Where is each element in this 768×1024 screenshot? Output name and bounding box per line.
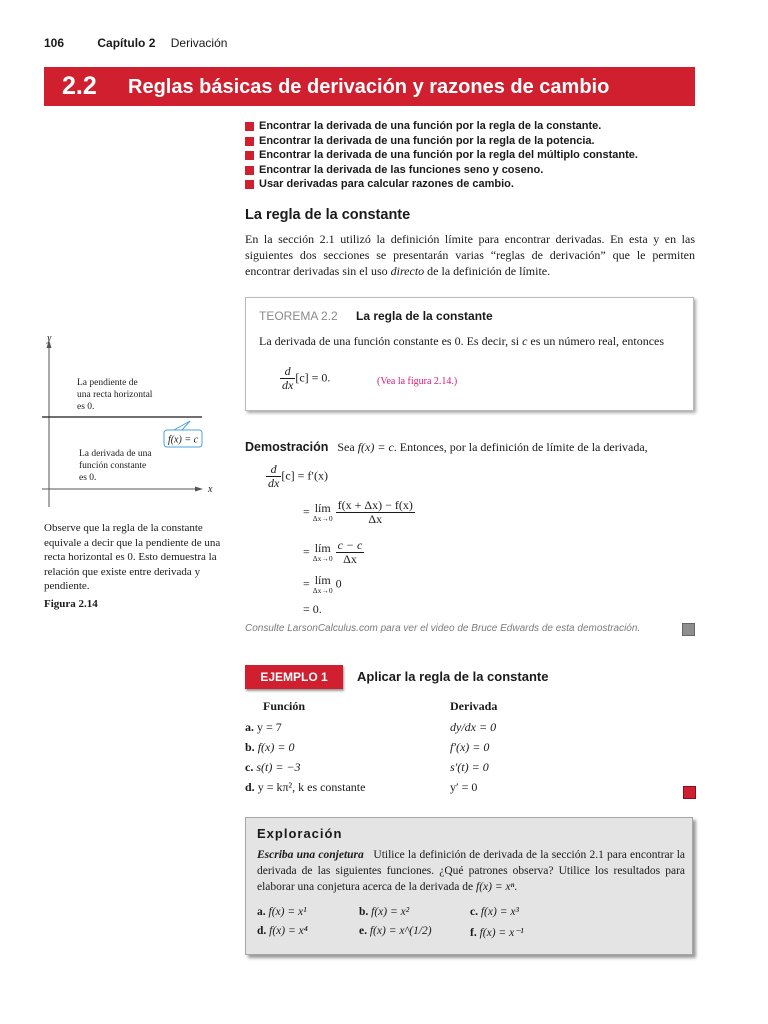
table-row: a. y = 7 xyxy=(245,720,282,734)
exploration-title: Exploración xyxy=(257,826,343,841)
bullet-square-icon xyxy=(245,122,254,131)
derivative-label-line: La derivada de una xyxy=(79,449,152,459)
objective-item: Encontrar la derivada de una función por la regla de la potencia. xyxy=(245,134,705,149)
section-title: Reglas básicas de derivación y razones de cambio xyxy=(128,76,610,98)
proof-step-3: = lím Δx→0 $\frac{c - c}{\Delta x}$ xyxy=(303,538,363,566)
theorem-label: TEOREMA 2.2 xyxy=(259,309,338,323)
derivative-label-line: función constante xyxy=(79,461,147,471)
figure-reference: (Vea la figura 2.14.) xyxy=(377,376,458,387)
figure-label: Figura 2.14 xyxy=(44,598,98,610)
slope-label-line: La pendiente de xyxy=(77,378,138,388)
x-axis-label: x xyxy=(208,484,213,495)
section-number: 2.2 xyxy=(62,72,97,100)
table-row: d. y = kπ², k es constante xyxy=(245,780,366,794)
proof-intro: Demostración Sea f(x) = c. Entonces, por la definición de límite de la derivada, xyxy=(245,440,648,454)
exploration-box xyxy=(245,817,693,955)
objectives-list xyxy=(245,119,705,192)
chapter-label: Capítulo 2 xyxy=(97,36,156,50)
objective-item: Encontrar la derivada de una función por la regla del múltiplo constante. xyxy=(245,148,705,163)
example-tag: EJEMPLO 1 xyxy=(245,665,343,689)
objective-item: Usar derivadas para calcular razones de cambio. xyxy=(245,177,705,192)
consulte-link[interactable]: Consulte LarsonCalculus.com para ver el video de Bruce Edwards de esta demostración. xyxy=(245,623,641,634)
proof-step-4: = lím Δx→0 0 xyxy=(303,573,342,595)
chapter-title: Derivación xyxy=(170,36,228,50)
exploration-item: d. f(x) = x⁴ xyxy=(257,925,308,937)
exploration-text: Escriba una conjetura Utilice la definición de derivada de la sección 2.1 para encontrar la derivada de las siguientes funciones. ¿Qué patrones observa? Utilice los resultados para elaborar una conjetura acerca de la derivada de f(x) = xⁿ. xyxy=(257,849,685,893)
table-row: b. f(x) = 0 xyxy=(245,740,295,754)
derivative-cell: f′(x) = 0 xyxy=(450,740,490,754)
objective-item: Encontrar la derivada de una función por la regla de la constante. xyxy=(245,119,705,134)
proof-label: Demostración xyxy=(245,440,329,454)
y-axis-label: y xyxy=(47,333,52,344)
theorem-box xyxy=(245,297,694,411)
bullet-square-icon xyxy=(245,151,254,160)
derivative-label-line: es 0. xyxy=(79,473,97,483)
section-banner xyxy=(44,67,695,106)
col-header-derivative: Derivada xyxy=(450,699,498,713)
exploration-item: c. f(x) = x³ xyxy=(470,906,519,918)
theorem-name: La regla de la constante xyxy=(356,309,493,323)
proof-step-1: $\frac{d}{dx}$ [c] = f′(x) xyxy=(268,462,329,490)
slope-label-line: una recta horizontal xyxy=(77,390,153,400)
bullet-square-icon xyxy=(245,180,254,189)
objective-item: Encontrar la derivada de las funciones seno y coseno. xyxy=(245,163,705,178)
figure-graph xyxy=(38,330,238,515)
col-header-function: Función xyxy=(263,699,306,713)
theorem-formula: $\frac{d}{dx}$ [c] = 0. xyxy=(282,364,331,392)
page-number: 106 xyxy=(44,36,65,50)
constant-rule-heading: La regla de la constante xyxy=(245,207,411,223)
derivative-cell: s′(t) = 0 xyxy=(450,760,489,774)
table-row: c. s(t) = −3 xyxy=(245,760,301,774)
end-example-square-icon xyxy=(683,786,696,799)
exploration-item: f. f(x) = x⁻¹ xyxy=(470,927,524,939)
running-header xyxy=(44,36,227,50)
bullet-square-icon xyxy=(245,137,254,146)
exploration-item: e. f(x) = x^(1/2) xyxy=(359,925,432,937)
x-axis-arrow-icon xyxy=(195,487,203,492)
example-title: Aplicar la regla de la constante xyxy=(357,669,549,684)
derivative-cell: y′ = 0 xyxy=(450,780,478,794)
slope-label-line: es 0. xyxy=(77,402,95,412)
callout-label: f(x) = c xyxy=(167,434,199,446)
exploration-item: b. f(x) = x² xyxy=(359,906,410,918)
figure-caption: Observe que la regla de la constante equivale a decir que la pendiente de una recta horizontal es 0. Esto demuestra la relación que existe entre derivada y pendiente. xyxy=(44,522,221,592)
constant-rule-intro: En la sección 2.1 utilizó la definición límite para encontrar derivadas. En esta y en las siguientes dos secciones se presentarán varias “reglas de derivación” que le permiten encontrar derivadas sin el uso directo de la definición de límite. xyxy=(245,232,695,278)
theorem-text: La derivada de una función constante es 0. Es decir, si c es un número real, entonces xyxy=(259,334,665,348)
bullet-square-icon xyxy=(245,166,254,175)
proof-step-5: = 0. xyxy=(303,602,322,616)
end-proof-square-icon xyxy=(682,623,695,636)
derivative-cell: dy/dx = 0 xyxy=(450,720,497,734)
exploration-item: a. f(x) = x¹ xyxy=(257,906,307,918)
proof-step-2: = lím Δx→0 $\frac{f(x + \Delta x) - f(x)}{\Delta x}$ xyxy=(303,498,413,526)
callout-pointer xyxy=(174,421,190,430)
